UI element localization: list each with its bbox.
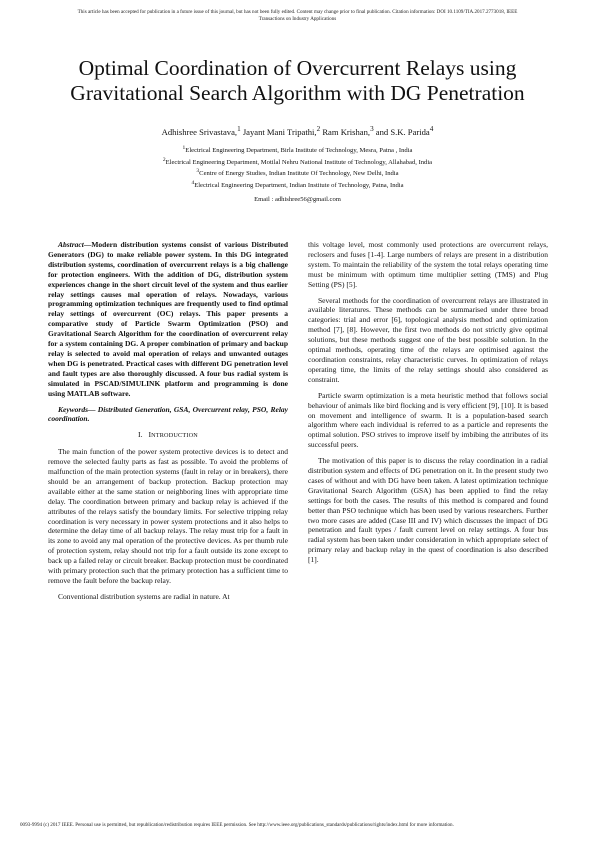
abstract-label: Abstract: [58, 240, 84, 249]
affiliation-text: Electrical Engineering Department, Birla Institute of Technology, Mesra, Patna , India: [185, 147, 413, 155]
journal-notice-line1: This article has been accepted for publication in a future issue of this journal, but has not been fully edited. Content may change prior to final publication. Citation information: DOI 10.1109/TIA.2017.2773018, IEEE: [77, 9, 518, 15]
title-line1: Optimal Coordination of Overcurrent Relays using: [78, 56, 517, 80]
author-name: Adhishree Srivastava,: [161, 126, 238, 137]
contact-email: Email : adhishree56@gmail.com: [254, 196, 341, 203]
body-paragraph: Particle swarm optimization is a meta heuristic method that follows social behaviour of animals like bird flocking and is very efficient [9], [10]. It is based on movement and intelligence of swarm. It is a population-based search algorithm where each individual is referred to as a particle and represents the optimal solution. PSO strives to improve itself by imbibing the attributes of its successful peers.: [308, 390, 548, 450]
abstract: [48, 240, 288, 399]
affiliation-sup: 1: [182, 145, 186, 151]
affiliation-sup: 4: [191, 179, 195, 186]
author-list: [30, 125, 565, 137]
author-sup: 3: [370, 125, 374, 133]
author-name: and S.K. Parida: [375, 126, 430, 137]
body-paragraph: this voltage level, most commonly used protections are overcurrent relays, reclosers and fuses [1-4]. Large numbers of relays are present in a distribution system. To maintain the reliability of the system the total relays operating time must be minimum with optimum time multiplier setting (TMS) and Plug Setting (PS) [5].: [308, 240, 548, 289]
author-sup: 4: [429, 125, 434, 133]
right-column: [308, 240, 548, 571]
section-number: I.: [138, 430, 143, 440]
section-initial: I: [148, 430, 152, 440]
title-line2: Gravitational Search Algorithm with DG Penetration: [70, 81, 525, 105]
author-sup: 1: [237, 125, 241, 133]
journal-notice-line2: Transactions on Industry Applications: [258, 15, 337, 22]
affiliation: [30, 144, 565, 156]
journal-notice: [30, 9, 565, 22]
affiliation-text: Centre of Energy Studies, Indian Institute Of Technology, New Delhi, India: [199, 170, 399, 178]
affiliation-text: Electrical Engineering Department, Motilal Nehru National Institute of Technology, Allahabad, India: [165, 158, 433, 166]
affiliation-sup: 2: [162, 156, 166, 163]
author-sup: 2: [316, 125, 321, 133]
affiliation: [30, 156, 565, 168]
section-rest: NTRODUCTION: [151, 432, 198, 440]
body-paragraph: The motivation of this paper is to discuss the relay coordination in a radial distribution system and effects of DG penetration on it. In the present study two cases of without and with DG have been taken. A latest optimization technique Gravitational Search Algorithm (GSA) has been applied to find the relay settings for both the cases. The results of this method is compared and found better than PSO technique which has been used by various researchers. Further two more cases are added (Case III and IV) which discusses the impact of DG penetration and fault types / fault current level on relay settings. A four bus radial system has been taken under consideration in which appropriate select of primary relay and backup relay in the quest of coordination is also described [1].: [308, 456, 548, 565]
affiliation-text: Electrical Engineering Department, Indian Institute of Technology, Patna, India: [194, 181, 404, 189]
affiliation-sup: 3: [196, 168, 200, 175]
affiliation: [30, 167, 565, 179]
body-paragraph: Conventional distribution systems are radial in nature. At: [58, 591, 230, 601]
abstract-text: —Modern distribution systems consist of various Distributed Generators (DG) to make reliable power system. In this DG integrated distribution systems, coordination of overcurrent relays is a big challenge for protection engineers. With the addition of DG, distribution system experiences change in the short circuit level of the system and thus earlier relay settings causes mal operation of relays. Nowadays, various programming optimization techniques are frequently used to find optimal relay settings of overcurrent (OC) relays. This paper presents a comparative study of Particle Swarm Optimization (PSO) and Gravitational Search Algorithm for the coordination of overcurrent relay for a system containing DG. A proper combination of primary and backup relay is selected to avoid mal operation of relays and unwanted outages when DG is penetrated. Practical cases with different DG penetration level and fault types are also thoroughly discussed. A four bus radial system is simulated in PSCAD/SIMULINK platform and programming is done using MATLAB software.: [48, 240, 288, 398]
copyright-footer: 0093-9994 (c) 2017 IEEE. Personal use is permitted, but republication/redistribution requires IEEE permission. See http://www.ieee.org/publications_standards/publications/rights/index.html for more information.: [20, 822, 454, 828]
author-name: Ram Krishan,: [322, 126, 371, 137]
author-name: Jayant Mani Tripathi,: [242, 126, 317, 137]
keywords-text: — Distributed Generation, GSA, Overcurrent relay, PSO, Relay coordination.: [48, 404, 288, 424]
left-column: [48, 240, 288, 608]
body-paragraph: Several methods for the coordination of overcurrent relays are illustrated in available literatures. These methods can be summarised under three broad categories: trial and error [6], topological analysis method and optimization method [7], [8]. However, the first two methods do not strictly give optimal solutions, but these methods suggest one of the best possible solution. In the optimal methods, operating time of the relays are optimised against the coordination constraints, relay characteristic curves. In optimization of relays operating time, the limits of the relay settings should also considered as constraint.: [308, 295, 548, 384]
body-paragraph: The main function of the power system protective devices is to detect and remove the selected faulty parts as fast as possible. To avoid the problems of malfunction of the main protection systems (fault in relay or in breakers), there should be an arrangement of backup protection. Backup protection may available either at the same station or neighboring lines with appropriate time delay. The coordination between primary and backup relay is achieved if the attributes of the relays satisfy the boundary limits. For selective tripping relay coordination is very necessary in power system protections and it also helps to determine the delay time of all backup relays. The relay must trip for a fault in its zone to avoid any mal operation of the protective devices. As per thumb rule of protection system, relay should not trip for a fault outside its zone except to back up a failed relay or circuit breaker. Backup protection must be coordinated with primary protection such that the primary protection has a sufficient time to remove the fault before the backup relay.: [48, 447, 288, 585]
paper-title: [30, 56, 565, 106]
affiliation: [30, 179, 565, 191]
affiliation-list: [30, 144, 565, 190]
keywords: [48, 405, 288, 425]
keywords-label: Keywords: [58, 404, 88, 414]
section-heading-introduction: [48, 430, 288, 441]
